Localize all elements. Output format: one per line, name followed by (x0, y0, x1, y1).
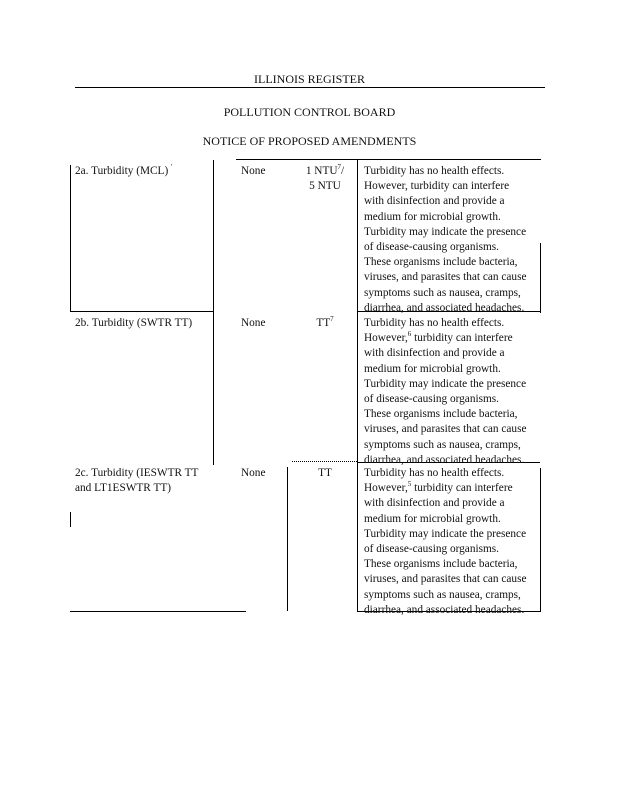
row1-contaminant: 2a. Turbidity (MCL) ' (75, 163, 173, 177)
register-title: ILLINOIS REGISTER (254, 72, 365, 86)
row2-mcl: $TT^7$ (316, 315, 334, 329)
row1-bottom-rule-left (70, 311, 213, 312)
row2-description: Turbidity has no health effects. However,$^6$ turbidity can interfere with disinfection and provide a medium for microbial growth. Turbidity may indicate the presence of disease-causing organisms. These organisms include bacteria, viruses, and parasites that can cause symptoms such as nausea, cramps, diarrhea, and associated headaches. (364, 317, 527, 466)
row1-description: Turbidity has no health effects. However, turbidity can interfere with disinfection and provide a medium for microbial growth. Turbidity may indicate the presence of disease-causing organisms. These organisms include bacteria, viruses, and parasites that can cause symptoms such as nausea, cramps, diarrhea, and associated headaches. (364, 165, 527, 314)
col-left-border-row3 (70, 512, 71, 527)
row3-mclg: None (241, 467, 266, 479)
col-divider-3 (357, 160, 358, 612)
row1-top-rule (236, 159, 541, 160)
board-title: POLLUTION CONTROL BOARD (223, 105, 396, 119)
row3-bottom-rule-left (70, 611, 246, 612)
row3-mcl: TT (318, 467, 332, 479)
col-divider-1 (213, 160, 214, 465)
row1-mclg: None (241, 165, 266, 177)
row1-mcl: 1 NTU$^7$/ 5 NTU (305, 163, 345, 193)
col-divider-2 (287, 467, 288, 611)
row2-mclg: None (241, 317, 266, 329)
row3-description: Turbidity has no health effects. However,$^5$ turbidity can interfere with disinfection and provide a medium for microbial growth. Turbidity may indicate the presence of disease-causing organisms. These organisms include bacteria, viruses, and parasites that can cause symptoms such as nausea, cramps, diarrhea, and associated headaches. (364, 467, 527, 616)
col-left-border-row1 (70, 165, 71, 311)
row2-contaminant: 2b. Turbidity (SWTR TT) (75, 317, 193, 329)
row3-contaminant: 2c. Turbidity (IESWTR TT and LT1ESWTR TT) (75, 467, 199, 495)
notice-title: NOTICE OF PROPOSED AMENDMENTS (202, 134, 417, 148)
row2-bottom-rule-dotted (292, 461, 357, 463)
header-rule (75, 87, 545, 88)
